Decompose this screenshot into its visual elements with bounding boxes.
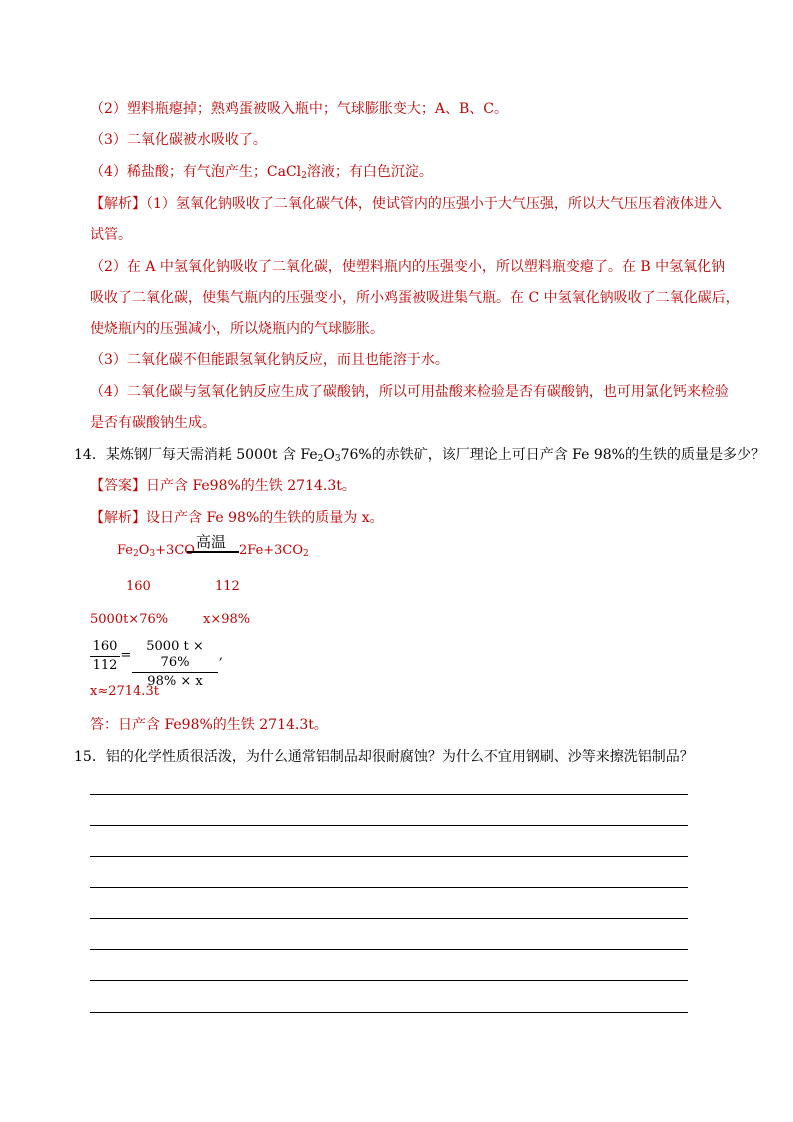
equation-equals-sign: [187, 551, 239, 553]
answer-line: [90, 949, 688, 950]
fraction-comma: ,: [218, 648, 224, 663]
analysis-line-4-cont: 是否有碳酸钠生成。: [90, 415, 216, 431]
question-14: 14．某炼钢厂每天需消耗 5000t 含 $Fe_2O_376\%$的赤铁矿，该厂理论上可日产含 Fe 98%的生铁的质量是多少？: [74, 447, 765, 464]
fraction-left: 160 112: [90, 639, 120, 674]
answer-line-4: （4）稀盐酸；有气泡产生；CaCl$_2$溶液；有白色沉淀。: [90, 164, 433, 181]
answer-line-2: （2）塑料瓶瘪掉；熟鸡蛋被吸入瓶中；气球膨胀变大；A、B、C。: [90, 101, 509, 117]
analysis-line-2-cont2: 使烧瓶内的压强减小，所以烧瓶内的气球膨胀。: [90, 321, 384, 337]
actual-mass-ore: 5000t×76%: [90, 612, 169, 627]
analysis-line-4: （4）二氧化碳与氢氧化钠反应生成了碳酸钠，所以可用盐酸来检验是否有碳酸钠，也可用氯化钙来检验: [90, 384, 729, 400]
answer-line: [90, 887, 688, 888]
equation-right: $2Fe+3CO_2$: [239, 543, 309, 559]
answer-line: [90, 980, 688, 981]
q14-analysis: 【解析】设日产含 Fe 98%的生铁的质量为 x。: [90, 510, 384, 526]
answer-line: [90, 825, 688, 826]
molar-mass-fe: 112: [215, 579, 240, 594]
result-x: x≈2714.3t: [90, 684, 159, 699]
molar-mass-fe2o3: 160: [126, 579, 151, 594]
answer-line-3: （3）二氧化碳被水吸收了。: [90, 132, 267, 148]
analysis-line-2: （2）在 A 中氢氧化钠吸收了二氧化碳，使塑料瓶内的压强变小，所以塑料瓶变瘪了。在 B 中氢氧化钠: [90, 259, 726, 275]
answer-line: [90, 856, 688, 857]
analysis-line-2-cont: 吸收了二氧化碳，使集气瓶内的压强变小，所小鸡蛋被吸进集气瓶。在 C 中氢氧化钠吸收了二氧化碳后，: [90, 290, 740, 306]
equation-left: $Fe_2O_3+3CO$: [117, 543, 195, 559]
answer-line: [90, 1012, 688, 1013]
fraction-right: 5000 t × 76% 98% × x: [132, 639, 218, 690]
answer-line: [90, 918, 688, 919]
analysis-line-3: （3）二氧化碳不但能跟氢氧化钠反应，而且也能溶于水。: [90, 352, 449, 368]
reaction-condition: 高温: [196, 533, 227, 551]
analysis-line-1: 【解析】（1）氢氧化钠吸收了二氧化碳气体，使试管内的压强小于大气压强，所以大气压压着液体进入: [90, 196, 722, 212]
q14-answer: 【答案】日产含 Fe98%的生铁 2714.3t。: [90, 478, 356, 494]
q14-final-answer: 答：日产含 Fe98%的生铁 2714.3t。: [90, 717, 328, 733]
answer-line: [90, 794, 688, 795]
fraction-equals: =: [120, 648, 132, 663]
question-15: 15．铝的化学性质很活泼，为什么通常铝制品却很耐腐蚀？为什么不宜用钢刷、沙等来擦洗铝制品？: [74, 749, 694, 765]
actual-mass-iron: x×98%: [203, 612, 251, 627]
analysis-line-1-cont: 试管。: [90, 227, 132, 243]
